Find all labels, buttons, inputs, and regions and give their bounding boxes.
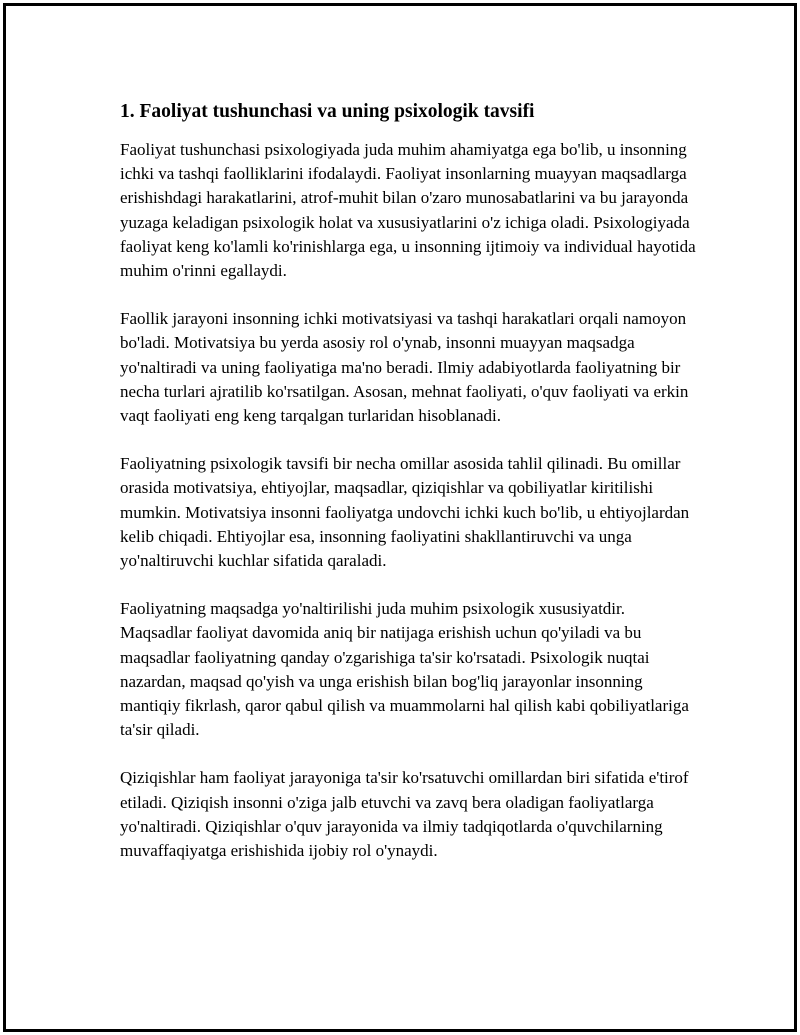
- paragraph-3: Faoliyatning psixologik tavsifi bir necha omillar asosida tahlil qilinadi. Bu omillar orasida motivatsiya, ehtiyojlar, maqsadlar, qiziqishlar va qobiliyatlar kiritilishi mumkin. Motivatsiya insonni faoliyatga undovchi ichki kuch bo'lib, u ehtiyojlardan kelib chiqadi. Ehtiyojlar esa, insonning faoliyatini shakllantiruvchi va unga yo'naltiruvchi kuchlar sifatida qaraladi.: [120, 454, 690, 571]
- document-page: [3, 3, 797, 1032]
- paragraph-2: Faollik jarayoni insonning ichki motivatsiyasi va tashqi harakatlari orqali namoyon bo'ladi. Motivatsiya bu yerda asosiy rol o'ynab, insonni muayyan maqsadga yo'naltiradi va uning faoliyatiga ma'no beradi. Ilmiy adabiyotlarda faoliyatning bir necha turlari ajratilib ko'rsatilgan. Asosan, mehnat faoliyati, o'quv faoliyati va erkin vaqt faoliyati eng keng tarqalgan turlaridan hisoblanadi.: [120, 309, 689, 426]
- paragraph-4: Faoliyatning maqsadga yo'naltirilishi juda muhim psixologik xususiyatdir. Maqsadlar faoliyat davomida aniq bir natijaga erishish uchun qo'yiladi va bu maqsadlar faoliyatning qanday o'zgarishiga ta'sir ko'rsatadi. Psixologik nuqtai nazardan, maqsad qo'yish va unga erishish bilan bog'liq jarayonlar insonning mantiqiy fikrlash, qaror qabul qilish va muammolarni hal qilish kabi qobiliyatlariga ta'sir qiladi.: [120, 599, 689, 740]
- paragraph-1: Faoliyat tushunchasi psixologiyada juda muhim ahamiyatga ega bo'lib, u insonning ichki va tashqi faolliklarini ifodalaydi. Faoliyat insonlarning muayyan maqsadlarga erishishdagi harakatlarini, atrof-muhit bilan o'zaro munosabatlarini va bu jarayonda yuzaga keladigan psixologik holat va xususiyatlarini o'z ichiga oladi. Psixologiyada faoliyat keng ko'lamli ko'rinishlarga ega, u insonning ijtimoiy va individual hayotida muhim o'rinni egallaydi.: [120, 140, 696, 281]
- section-heading: 1. Faoliyat tushunchasi va uning psixologik tavsifi: [120, 101, 535, 122]
- document-content: [120, 98, 700, 887]
- paragraph-5: Qiziqishlar ham faoliyat jarayoniga ta'sir ko'rsatuvchi omillardan biri sifatida e'tirof etiladi. Qiziqish insonni o'ziga jalb etuvchi va zavq bera oladigan faoliyatlarga yo'naltiradi. Qiziqishlar o'quv jarayonida va ilmiy tadqiqotlarda o'quvchilarning muvaffaqiyatga erishishida ijobiy rol o'ynaydi.: [120, 768, 689, 861]
